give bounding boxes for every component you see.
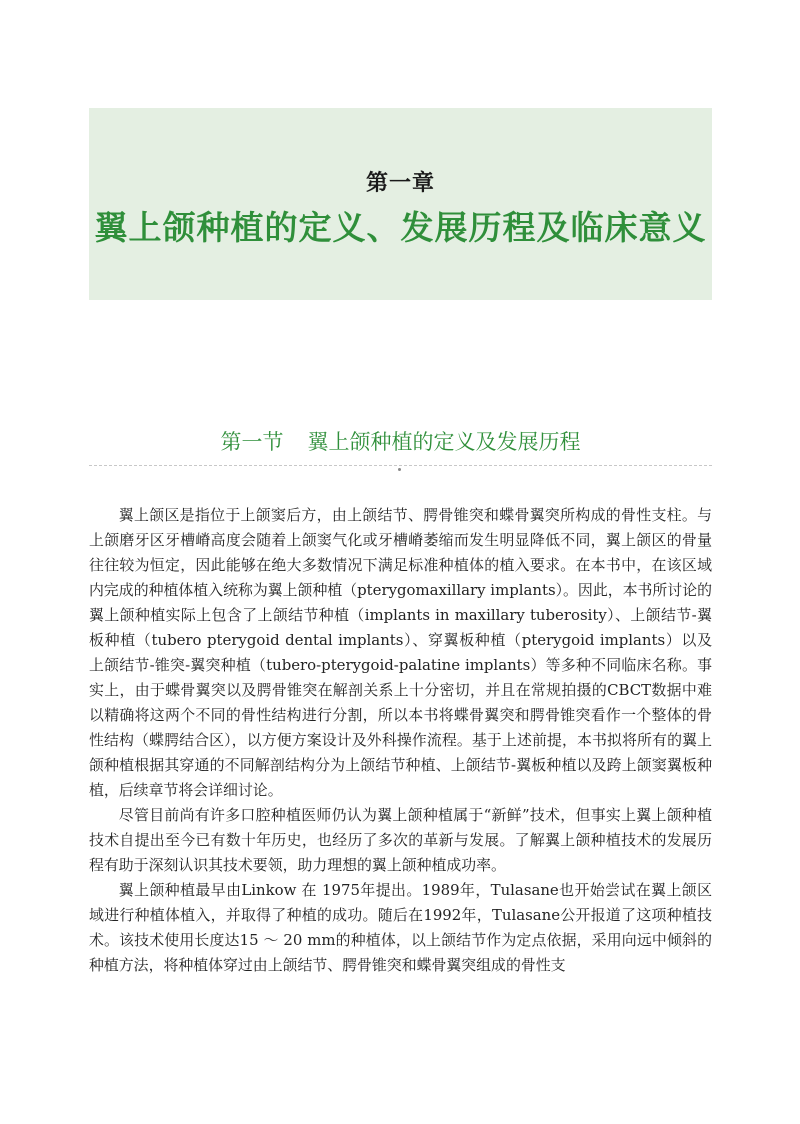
paragraph: 翼上颌种植最早由Linkow 在 1975年提出。1989年，Tulasane也开始尝试在翼上颌区域进行种植体植入，并取得了种植的成功。随后在1992年，Tulasane公开报道了这项种植技术。该技术使用长度达15 ～ 20 mm的种植体，以上颌结节作为定点依据，采用向远中倾斜的种植方法，将种植体穿过由上颌结节、腭骨锥突和蝶骨翼突组成的骨性支 [89, 881, 712, 974]
body-text [89, 503, 712, 978]
divider-dot [398, 468, 401, 471]
chapter-title: 翼上颌种植的定义、发展历程及临床意义 [94, 208, 707, 247]
paragraph: 翼上颌区是指位于上颌窦后方，由上颌结节、腭骨锥突和蝶骨翼突所构成的骨性支柱。与上颌磨牙区牙槽嵴高度会随着上颌窦气化或牙槽嵴萎缩而发生明显降低不同，翼上颌区的骨量往往较为恒定，因此能够在绝大多数情况下满足标准种植体的植入要求。在本书中，在该区域内完成的种植体植入统称为翼上颌种植（pterygomaxillary implants）。因此，本书所讨论的翼上颌种植实际上包含了上颌结节种植（implants in maxillary tuberosity）、上颌结节-翼板种植（tubero pterygoid dental implants）、穿翼板种植（pterygoid implants）以及上颌结节-锥突-翼突种植（tubero-pterygoid-palatine implants）等多种不同临床名称。事实上，由于蝶骨翼突以及腭骨锥突在解剖关系上十分密切，并且在常规拍摄的CBCT数据中难以精确将这两个不同的骨性结构进行分割，所以本书将蝶骨翼突和腭骨锥突看作一个整体的骨性结构（蝶腭结合区），以方便方案设计及外科操作流程。基于上述前提，本书拟将所有的翼上颌种植根据其穿通的不同解剖结构分为上颌结节种植、上颌结节-翼板种植以及跨上颌窦翼板种植，后续章节将会详细讨论。 [89, 506, 712, 799]
section-number: 第一节 [220, 430, 284, 454]
section-divider [89, 465, 712, 466]
paragraph: 尽管目前尚有许多口腔种植医师仍认为翼上颌种植属于“新鲜”技术，但事实上翼上颌种植技术自提出至今已有数十年历史，也经历了多次的革新与发展。了解翼上颌种植技术的发展历程有助于深刻认识其技术要领，助力理想的翼上颌种植成功率。 [89, 806, 712, 874]
chapter-label: 第一章 [365, 171, 435, 196]
section-title: 翼上颌种植的定义及发展历程 [307, 430, 581, 454]
chapter-header [89, 108, 712, 300]
section-heading [89, 426, 712, 456]
